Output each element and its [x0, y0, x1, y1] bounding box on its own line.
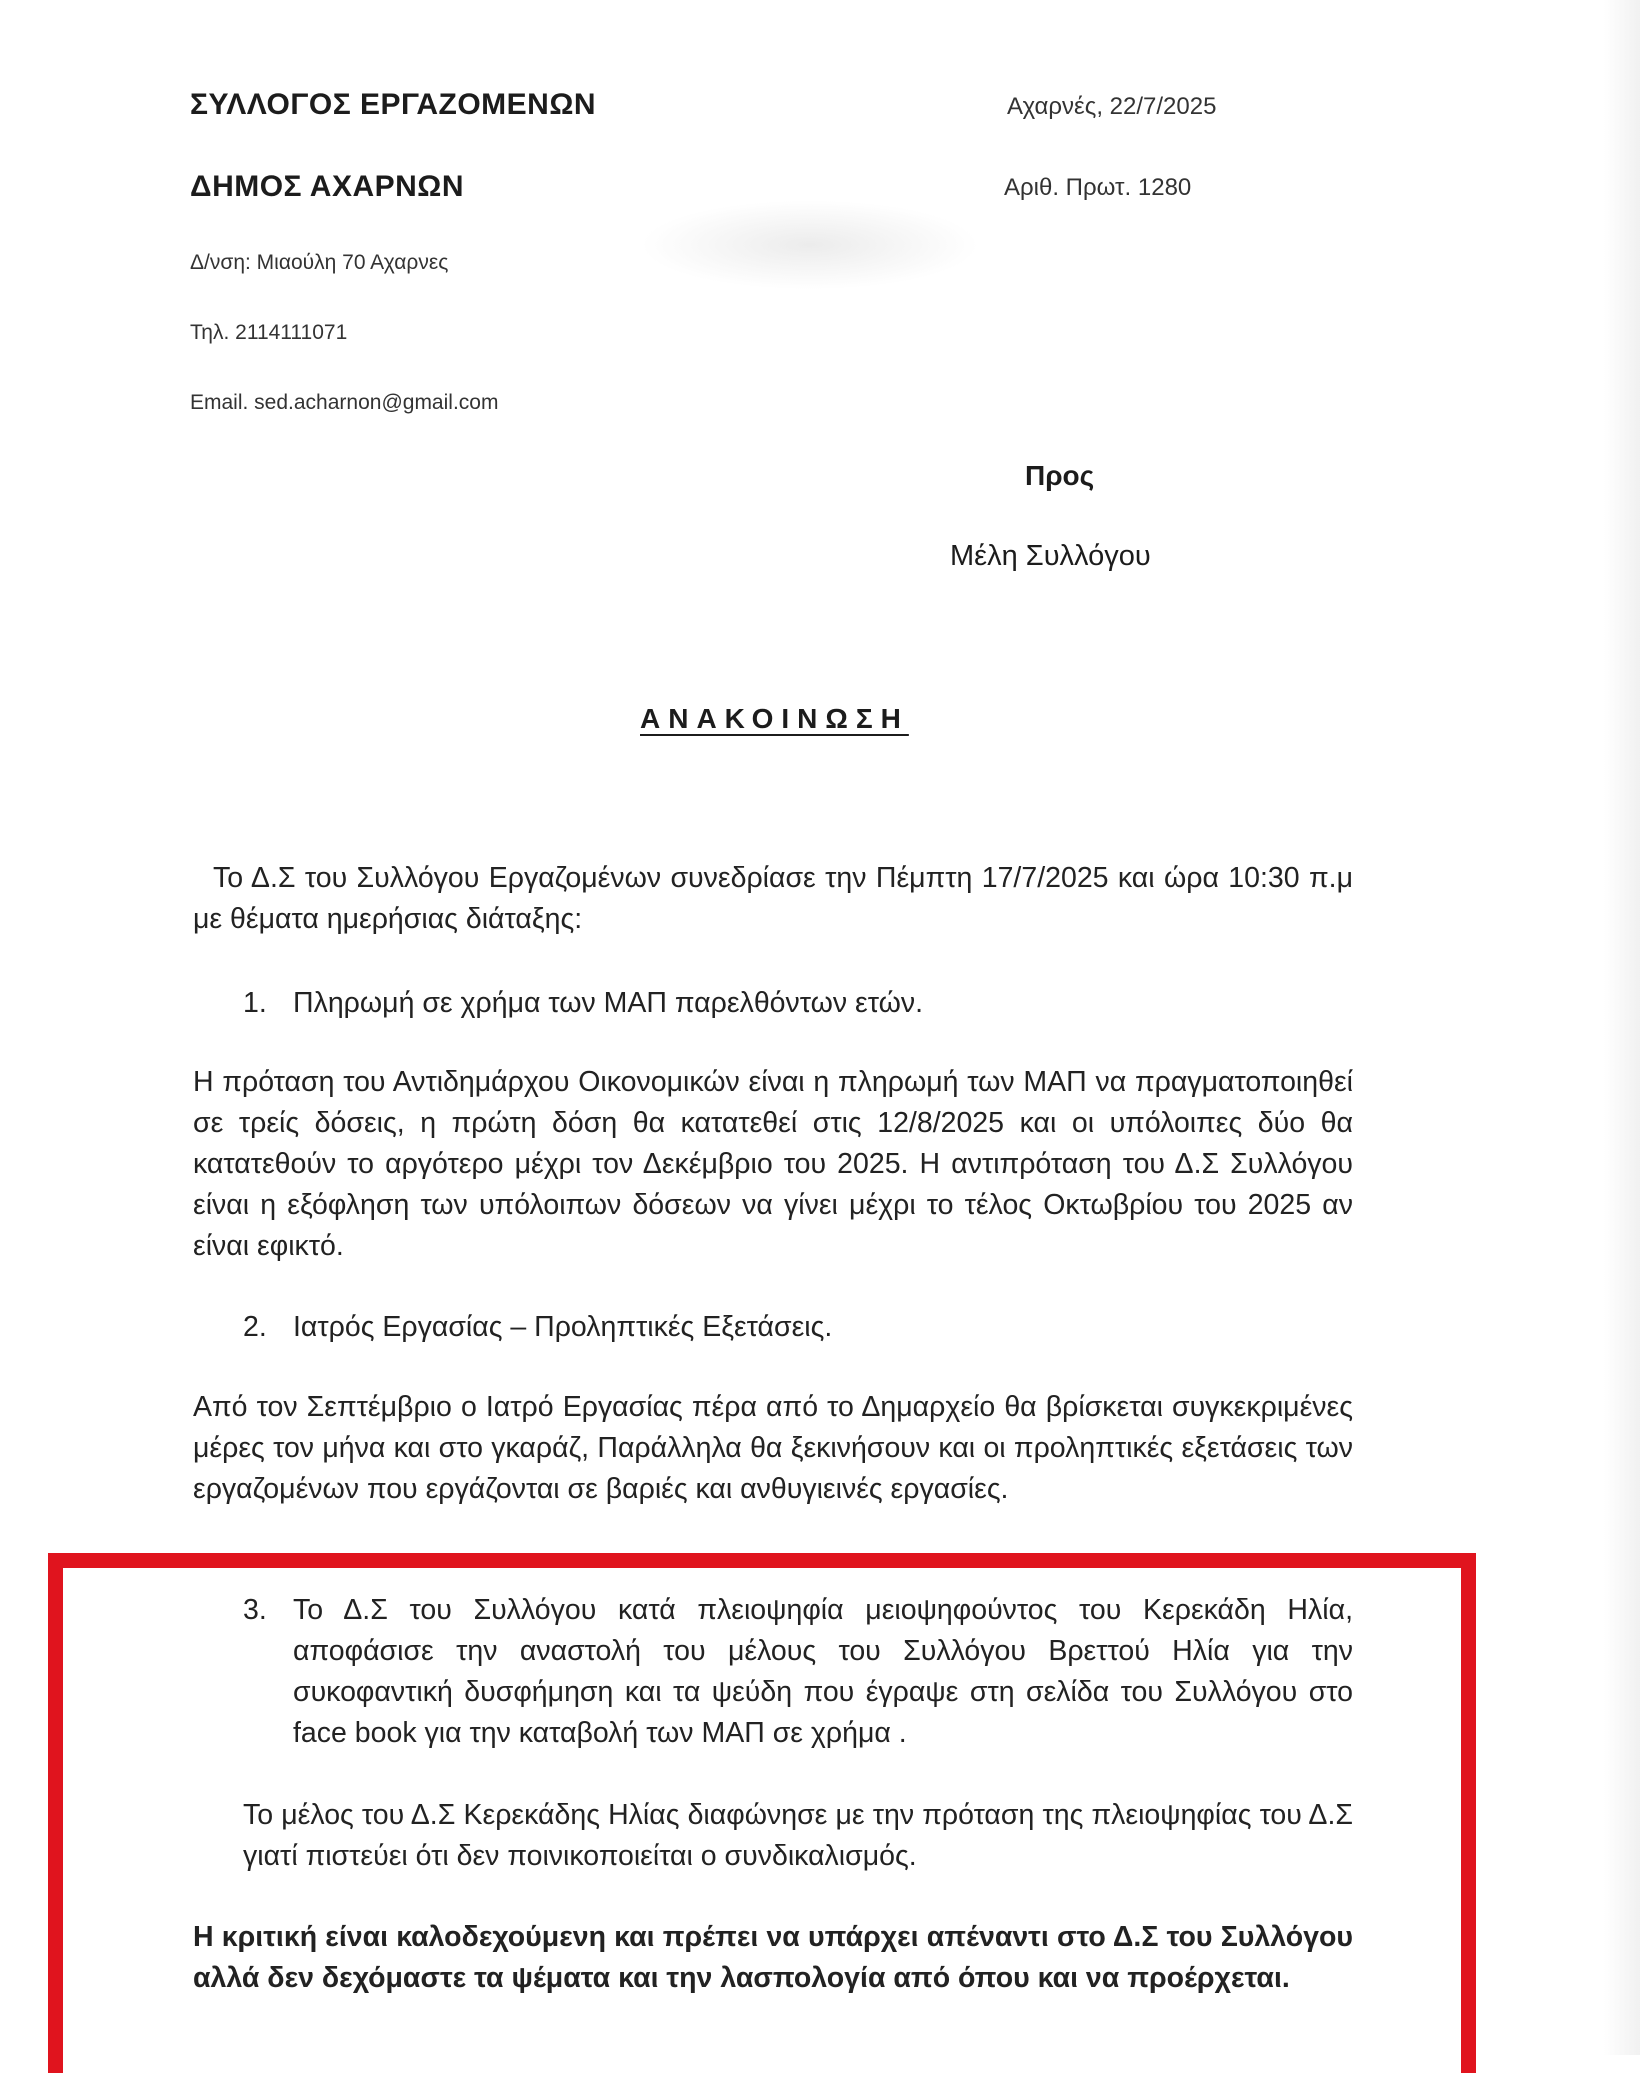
- org-email: Email. sed.acharnon@gmail.com: [190, 391, 499, 414]
- agenda-item-2: [243, 1307, 1353, 1348]
- recipient-label: Προς: [1025, 460, 1095, 491]
- protocol-number: Αριθ. Πρωτ. 1280: [1004, 174, 1192, 201]
- agenda-item-2-body: Από τον Σεπτέμβριο ο Ιατρό Εργασίας πέρα από το Δημαρχείο θα βρίσκεται συγκεκριμένες μέρες τον μήνα και στο γκαράζ, Παράλληλα θα ξεκινήσουν και οι προληπτικές εξετάσεις των εργαζομένων που εργάζονται σε βαριές και ανθυγιεινές εργασίες.: [193, 1391, 1353, 1505]
- faded-stamp: [640, 200, 980, 290]
- agenda-item-heading: Ιατρός Εργασίας – Προληπτικές Εξετάσεις.: [293, 1311, 833, 1343]
- agenda-item-number: 3.: [243, 1594, 267, 1626]
- agenda-item-heading: Πληρωμή σε χρήμα των ΜΑΠ παρελθόντων ετών.: [293, 987, 924, 1019]
- place-date: Αχαρνές, 22/7/2025: [1007, 93, 1217, 120]
- org-address: Δ/νση: Μιαούλη 70 Αχαρνες: [190, 251, 449, 274]
- org-phone: Τηλ. 2114111071: [190, 321, 348, 344]
- agenda-item-number: 2.: [243, 1311, 267, 1343]
- agenda-item-3-body: Το μέλος του Δ.Σ Κερεκάδης Ηλίας διαφώνησε με την πρόταση της πλειοψηφίας του Δ.Σ γιατί πιστεύει ότι δεν ποινικοποιείται ο συνδικαλισμός.: [243, 1799, 1353, 1872]
- org-name-line2: ΔΗΜΟΣ ΑΧΑΡΝΩΝ: [190, 170, 465, 203]
- highlight-box: [48, 1553, 1476, 2073]
- agenda-item-1-body: Η πρόταση του Αντιδημάρχου Οικονομικών είναι η πληρωμή των ΜΑΠ να πραγματοποιηθεί σε τρείς δόσεις, η πρώτη δόση θα κατατεθεί στις 12/8/2025 και οι υπόλοιπες δύο θα κατατεθούν το αργότερο μέχρι τον Δεκέμβριο του 2025. Η αντιπρόταση του Δ.Σ Συλλόγου είναι η εξόφληση των υπόλοιπων δόσεων να γίνει μέχρι το τέλος Οκτωβρίου του 2025 αν είναι εφικτό.: [193, 1066, 1353, 1262]
- agenda-item-heading: Το Δ.Σ του Συλλόγου κατά πλειοψηφία μειοψηφούντος του Κερεκάδη Ηλία, αποφάσισε την αναστολή του μέλους του Συλλόγου Βρεττού Ηλία για την συκοφαντική δυσφήμηση και τα ψεύδη που έγραψε στη σελίδα του Συλλόγου στο face book για την καταβολή των ΜΑΠ σε χρήμα .: [293, 1594, 1353, 1749]
- org-name-line1: ΣΥΛΛΟΓΟΣ ΕΡΓΑΖΟΜΕΝΩΝ: [190, 88, 597, 121]
- scan-edge-shadow: [1604, 0, 1640, 2055]
- closing-statement: Η κριτική είναι καλοδεχούμενη και πρέπει να υπάρχει απέναντι στο Δ.Σ του Συλλόγου αλλά δεν δεχόμαστε τα ψέματα και την λασπολογία από όπου και να προέρχεται.: [193, 1921, 1353, 1994]
- agenda-item-1: [243, 983, 1353, 1024]
- agenda-item-number: 1.: [243, 987, 267, 1019]
- document-title: ΑΝΑΚΟΙΝΩΣΗ: [640, 703, 909, 734]
- intro-paragraph: Το Δ.Σ του Συλλόγου Εργαζομένων συνεδρίασε την Πέμπτη 17/7/2025 και ώρα 10:30 π.μ με θέματα ημερήσιας διάταξης:: [193, 862, 1353, 935]
- recipient-name: Μέλη Συλλόγου: [950, 540, 1151, 572]
